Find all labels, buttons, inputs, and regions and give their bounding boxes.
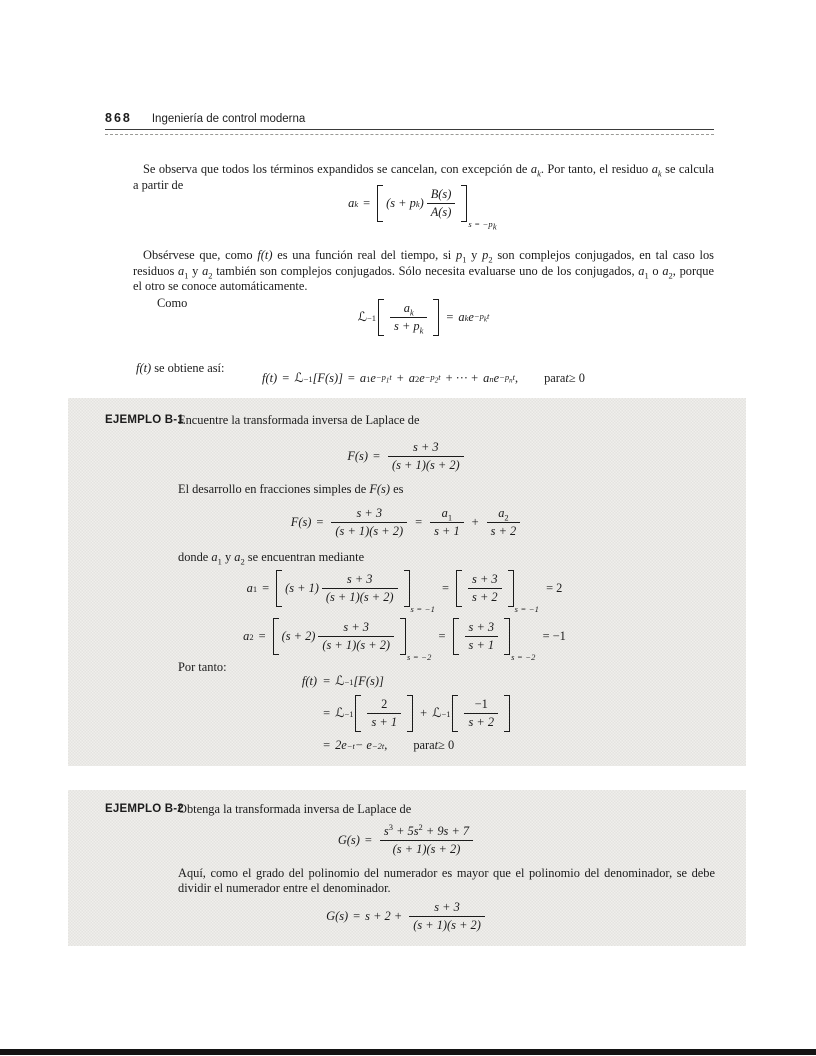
expansion-text: El desarrollo en fracciones simples de F(s) es <box>178 482 404 496</box>
math-var: a <box>530 162 538 177</box>
example-b1-intro: Encuentre la transformada inversa de Laplace de <box>178 413 420 427</box>
bracket-group <box>452 695 510 732</box>
exponent: $-p_kt$ <box>473 310 490 324</box>
bracket-group: (s + p k ) $\frac{B(s)}{A(s)}$ $s = -p_k$ <box>377 185 497 222</box>
laplace-operator: ℒ <box>432 706 442 721</box>
division-paragraph: Aquí, como el grado del polinomio del numerador es mayor que el polinomio del denominador, se debe dividir el numerador entre el denominador. <box>178 866 715 896</box>
bracket-group: (s + 2) $\frac{s + 3}{(s + 1)(s + 2)}$ s = −2 <box>273 618 432 655</box>
right-bracket <box>508 570 514 607</box>
equation-inverse-laplace: ℒ −1 $\frac{a_k}{s + p_k}$ = a k e $-p_kt$ <box>357 301 490 336</box>
evaluation-subscript: s = −2 <box>407 652 432 662</box>
equals-sign: = <box>415 515 423 529</box>
left-bracket <box>355 695 361 732</box>
example-b1-label: EJEMPLO B-1 <box>105 414 184 426</box>
right-bracket <box>407 695 413 732</box>
example-b2-label: EJEMPLO B-2 <box>105 803 184 815</box>
right-bracket <box>461 185 467 222</box>
paragraph-conjugates: Obsérvese que, como f(t) es una función real del tiempo, si $p_1$ y $p_2$ son complejos conjugados, en tal caso los residuos $a_1$ y $a_2$ también son complejos conjugados. Sólo necesita evaluarse uno de los conjugados, $a_1$ o $a_2$, porque el otro se conoce automáticamente. <box>133 248 715 293</box>
math-var: a <box>348 196 355 210</box>
equals-sign: = <box>258 629 266 643</box>
equation-expansion: F(s) = $\frac{s + 3}{(s + 1)(s + 2)}$ = $\frac{a_1}{s + 1}$ + $\frac{a_2}{s + 2}$ <box>68 506 746 539</box>
equation-a1: a 1 = (s + 1) $\frac{s + 3}{(s + 1)(s + 2)}$ s = −1 = $\frac{s + 3}{s + 2}$ s = −1 = 2 <box>246 572 563 614</box>
equals-sign: = <box>373 449 380 463</box>
equation-result-stack: f(t) = ℒ −1 [F(s)] = ℒ −1 $\frac{2}{s + 1}$ + ℒ −1 $\frac{-1}{s + 2}$ = 2e −t − e −2t , para t ≥ 0 <box>68 674 746 753</box>
fraction: $\frac{s + 3}{(s + 1)(s + 2)}$ <box>331 506 407 539</box>
equals-sign: = <box>446 310 454 324</box>
denominator: (s + 1)(s + 2) <box>380 840 473 857</box>
right-bracket <box>504 695 510 732</box>
evaluation-subscript: s = −1 <box>514 604 540 614</box>
evaluation-subscript: s = −2 <box>511 652 536 662</box>
fraction <box>380 821 473 857</box>
page-header <box>105 111 305 125</box>
fraction: $\frac{s + 3}{s + 2}$ <box>468 572 502 605</box>
fraction: $\frac{a_2}{s + 2}$ <box>487 506 521 539</box>
right-bracket <box>433 299 439 336</box>
numerator: s + 3 <box>413 440 439 454</box>
right-bracket <box>504 618 510 655</box>
left-bracket <box>273 618 279 655</box>
therefore-text: Por tanto: <box>178 660 227 674</box>
fraction: $\frac{-1}{s + 2}$ <box>464 697 498 730</box>
numerator: $s^3 + 5s^2 + 9s + 7$ <box>383 821 470 838</box>
equation-ft-expansion: f(t) = ℒ −1 [F(s)] = a 1 e $-p_1t$ + a 2 e $-p_2t$ + ··· + a n e $-p_nt$ , para t ≥ 0 <box>262 371 585 386</box>
right-bracket <box>404 570 410 607</box>
laplace-operator: ℒ <box>357 310 367 325</box>
plus-sign: + <box>420 706 428 720</box>
math-var: a <box>651 162 658 177</box>
evaluation-subscript: s = −1 <box>410 604 436 614</box>
example-b2-intro: Obtenga la transformada inversa de Laplace de <box>178 802 412 816</box>
fraction: $\frac{s + 3}{s + 1}$ <box>465 620 499 653</box>
laplace-operator: ℒ <box>335 706 345 721</box>
header-rule <box>105 129 714 135</box>
text-run: . Por tanto, el residuo <box>540 162 652 177</box>
equation-gs: G(s) = $\frac{s^3 + 5s^2 + 9s + 7}{(s + 1)(s + 2)}$ <box>68 824 746 857</box>
result-value: = −1 <box>542 629 566 643</box>
math-sub: k <box>657 168 662 179</box>
fraction: $\frac{s + 3}{(s + 1)(s + 2)}$ <box>318 620 394 653</box>
denominator: $s + p_k$ <box>390 317 427 334</box>
laplace-operator: ℒ <box>294 371 304 386</box>
math-run: ) <box>419 196 424 210</box>
evaluation-subscript: $s = -p_k$ <box>468 219 497 232</box>
laplace-operator: ℒ <box>335 674 345 689</box>
fraction: $\frac{s + 3}{(s + 1)(s + 2)}$ <box>322 572 398 605</box>
math-sub: k <box>537 168 541 179</box>
equals-sign: = <box>262 581 270 595</box>
text-run: se calcula a partir de <box>133 162 715 192</box>
equals-sign: = <box>323 706 331 720</box>
equals-sign: = <box>442 581 450 595</box>
bracket-group <box>355 695 413 732</box>
plus-sign: + <box>471 515 479 529</box>
equals-sign: = <box>282 371 290 385</box>
exponent: $-p_nt$ <box>499 371 515 385</box>
denominator: (s + 1)(s + 2) <box>388 456 464 473</box>
equals-sign: = <box>438 629 446 643</box>
fraction: $\frac{s + 3}{(s + 1)(s + 2)}$ <box>409 900 485 933</box>
ellipsis: + ··· + <box>445 371 479 385</box>
left-bracket <box>453 618 459 655</box>
left-bracket <box>378 299 384 336</box>
equals-sign: = <box>363 196 371 210</box>
equation-fs: F(s) = $\frac{s + 3}{(s + 1)(s + 2)}$ <box>68 440 746 473</box>
fraction <box>390 301 427 334</box>
bracket-group <box>378 299 439 336</box>
left-bracket <box>276 570 282 607</box>
denominator: A(s) <box>427 203 456 220</box>
obtain-line: f(t) se obtiene así: <box>136 361 225 376</box>
equals-sign: = <box>323 738 331 752</box>
fraction <box>388 440 464 473</box>
left-bracket <box>452 695 458 732</box>
example-b2-box <box>68 790 746 946</box>
equation-residue-formula: a k = (s + p k ) $\frac{B(s)}{A(s)}$ $s = -p_k$ <box>348 187 497 232</box>
fraction <box>427 187 456 220</box>
right-bracket <box>400 618 406 655</box>
numerator: $a_k$ <box>403 301 414 318</box>
plus-sign: + <box>396 371 404 385</box>
book-title: Ingeniería de control moderna <box>151 113 306 125</box>
left-bracket <box>377 185 383 222</box>
where-text: donde $a_1$ y $a_2$ se encuentran mediante <box>178 550 365 567</box>
equation-a2: a 2 = (s + 2) $\frac{s + 3}{(s + 1)(s + 2)}$ s = −2 = $\frac{s + 3}{s + 1}$ s = −2 = −1 <box>243 620 566 662</box>
equation-division: G(s) = s + 2 + $\frac{s + 3}{(s + 1)(s + 2)}$ <box>68 900 746 933</box>
exponent: $-p_1t$ <box>375 371 392 385</box>
numerator: B(s) <box>430 187 452 201</box>
equals-sign: = <box>347 371 355 385</box>
bracket-group <box>453 618 536 662</box>
bracket-group <box>456 570 540 614</box>
example-b1-box <box>68 398 746 766</box>
equals-sign: = <box>364 833 372 847</box>
math-run: (s + p <box>386 196 416 210</box>
fraction: $\frac{2}{s + 1}$ <box>367 697 401 730</box>
equals-sign: = <box>323 674 331 688</box>
page-bottom-rule <box>0 1049 816 1055</box>
como-line: Como <box>157 296 188 311</box>
text-run: Se observa que todos los términos expandidos se cancelan, con excepción de <box>143 162 531 177</box>
exponent: $-p_2t$ <box>424 371 441 385</box>
fraction: $\frac{a_1}{s + 1}$ <box>430 506 464 539</box>
equals-sign: = <box>316 515 324 529</box>
page-number: 868 <box>105 111 132 125</box>
equals-sign: = <box>353 909 361 923</box>
bracket-group: (s + 1) $\frac{s + 3}{(s + 1)(s + 2)}$ s = −1 <box>276 570 435 607</box>
left-bracket <box>456 570 462 607</box>
result-value: = 2 <box>546 581 563 595</box>
